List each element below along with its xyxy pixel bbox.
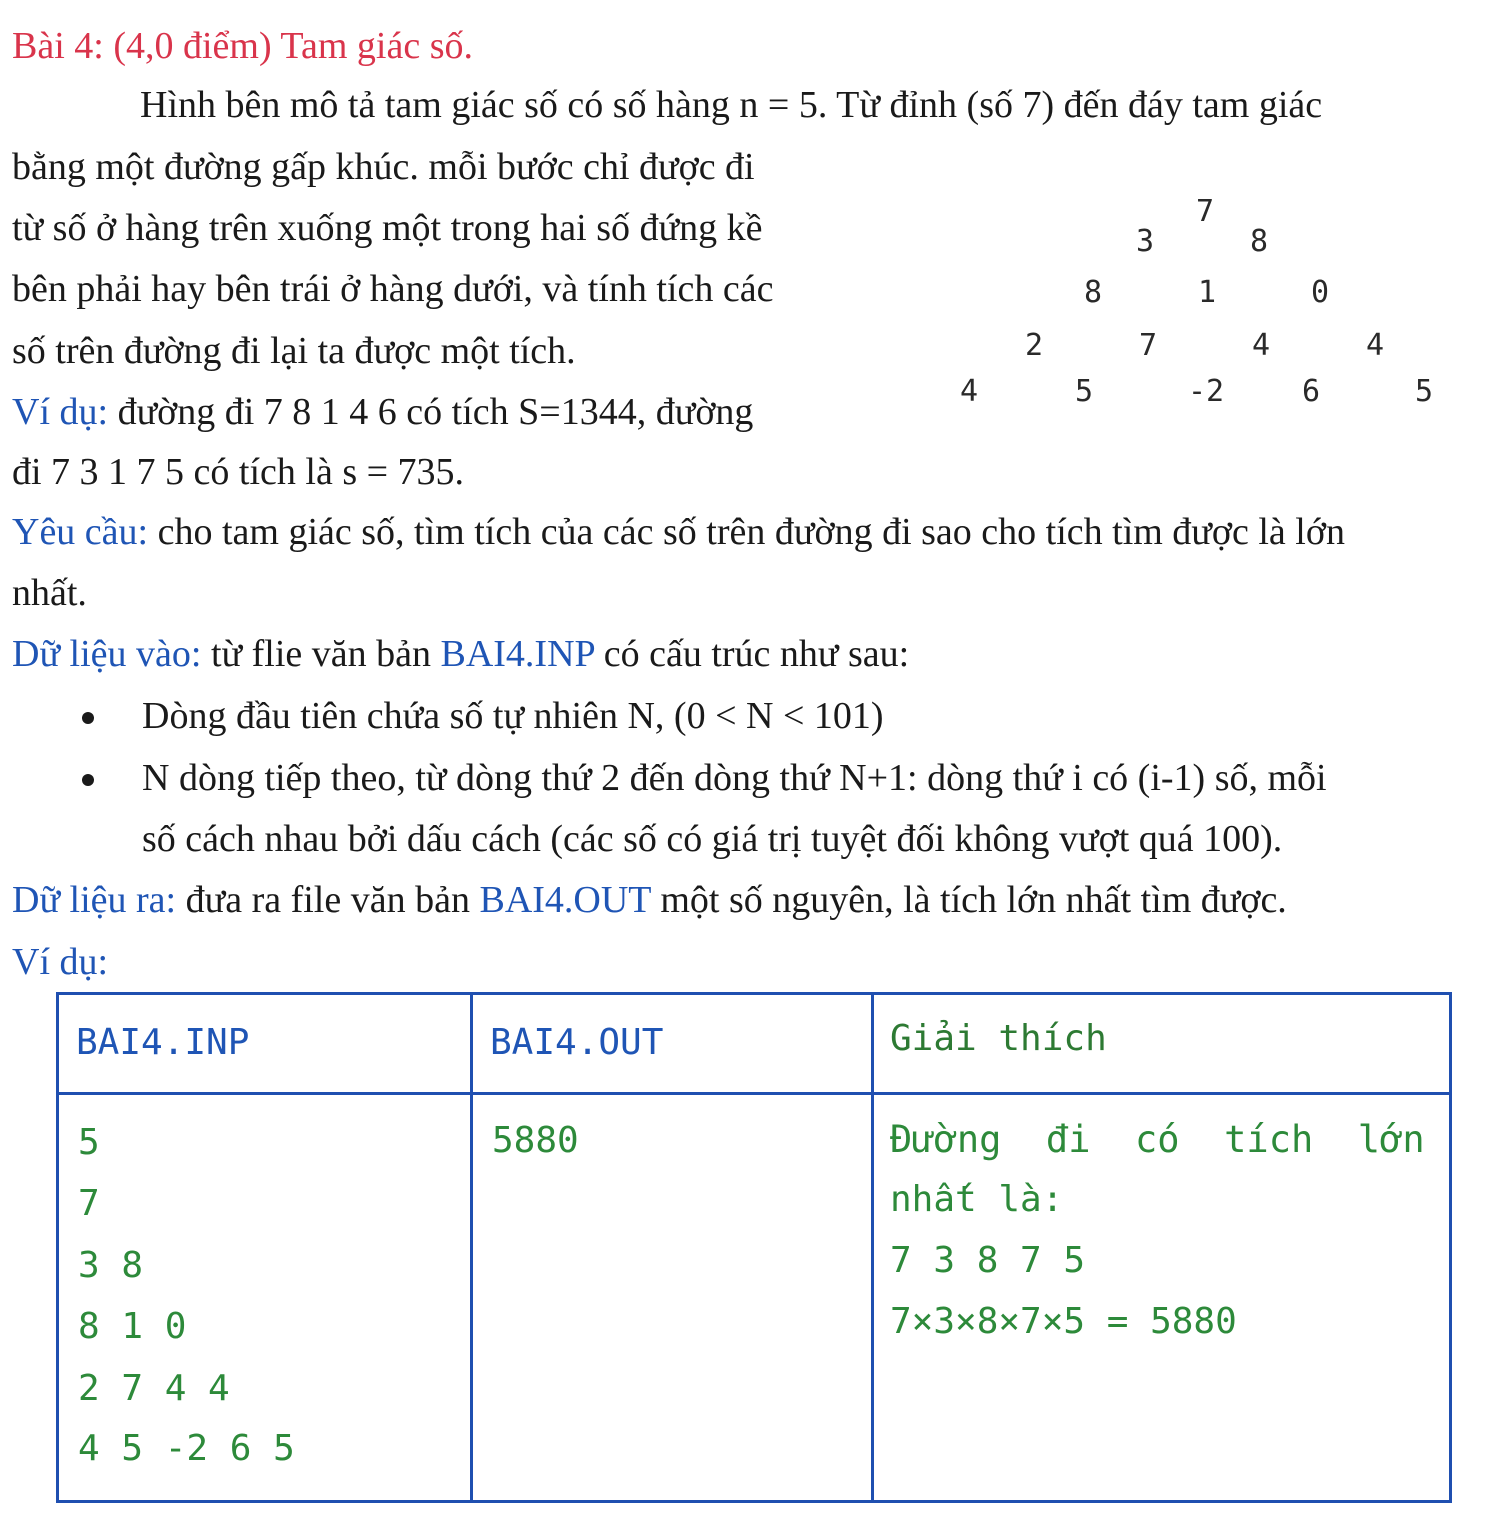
triangle-cell: 0 (1311, 275, 1330, 310)
inp-line: 7 (78, 1183, 100, 1224)
triangle-cell: 5 (1415, 374, 1434, 409)
explain-line: nhất là: (890, 1179, 1064, 1220)
input-bullet-2-line-2: số cách nhau bởi dấu cách (các số có giá trị tuyệt đối không vượt quá 100). (142, 818, 1283, 860)
intro-line-2: bằng một đường gấp khúc. mỗi bước chỉ được đi (12, 146, 755, 188)
bullet-dot (82, 712, 94, 724)
bullet-dot (82, 774, 94, 786)
table-column-divider (871, 992, 874, 1503)
triangle-cell: 8 (1250, 224, 1269, 259)
triangle-cell: 4 (1252, 328, 1271, 363)
intro-line-4: bên phải hay bên trái ở hàng dưới, và tính tích các (12, 268, 774, 310)
inp-line: 4 5 -2 6 5 (78, 1428, 295, 1469)
table-header-explain: Giải thích (890, 1018, 1107, 1059)
triangle-cell: 6 (1302, 374, 1321, 409)
requirement-line-1 (12, 510, 1345, 554)
explain-line: 7×3×8×7×5 = 5880 (890, 1301, 1237, 1342)
triangle-cell: 1 (1198, 275, 1217, 310)
explain-line: Đường đi có tích lớn (890, 1118, 1425, 1161)
triangle-cell: 5 (1075, 374, 1094, 409)
example-line-1 (12, 390, 753, 434)
requirement-label: Yêu cầu: (12, 511, 149, 553)
output-text-after: một số nguyên, là tích lớn nhất tìm được. (650, 879, 1287, 921)
output-label: Dữ liệu ra: (12, 879, 177, 921)
requirement-line-2: nhất. (12, 572, 87, 614)
triangle-cell: 2 (1025, 328, 1044, 363)
triangle-cell: -2 (1188, 374, 1225, 409)
table-header-divider (56, 1092, 1452, 1095)
input-label: Dữ liệu vào: (12, 633, 202, 675)
inp-line: 8 1 0 (78, 1306, 187, 1347)
triangle-cell: 7 (1139, 328, 1158, 363)
intro-line-5: số trên đường đi lại ta được một tích. (12, 330, 576, 372)
triangle-cell: 7 (1196, 194, 1215, 229)
input-text-after: có cấu trúc như sau: (594, 633, 910, 675)
output-filename: BAI4.OUT (479, 879, 651, 921)
inp-line: 2 7 4 4 (78, 1368, 230, 1409)
triangle-cell: 3 (1136, 224, 1155, 259)
inp-line: 5 (78, 1122, 100, 1163)
example-line-2: đi 7 3 1 7 5 có tích là s = 735. (12, 451, 465, 493)
output-description (12, 878, 1287, 922)
example-text-1: đường đi 7 8 1 4 6 có tích S=1344, đường (108, 391, 754, 433)
table-header-inp: BAI4.INP (76, 1022, 250, 1063)
triangle-cell: 8 (1084, 275, 1103, 310)
example-table-label: Ví dụ: (12, 941, 109, 983)
output-text-before: đưa ra file văn bản (176, 879, 480, 921)
input-description (12, 632, 909, 676)
input-text-before: từ flie văn bản (201, 633, 441, 675)
input-bullet-2-line-1: N dòng tiếp theo, từ dòng thứ 2 đến dòng thứ N+1: dòng thứ i có (i-1) số, mỗi (142, 757, 1327, 799)
triangle-cell: 4 (1366, 328, 1385, 363)
intro-line-1: Hình bên mô tả tam giác số có số hàng n = 5. Từ đỉnh (số 7) đến đáy tam giác (140, 84, 1323, 126)
out-value: 5880 (492, 1120, 579, 1161)
triangle-cell: 4 (960, 374, 979, 409)
input-filename: BAI4.INP (440, 633, 595, 675)
table-outer-border (56, 992, 1452, 1503)
table-column-divider (470, 992, 473, 1503)
input-bullet-1: Dòng đầu tiên chứa số tự nhiên N, (0 < N < 101) (142, 695, 884, 737)
requirement-text-1: cho tam giác số, tìm tích của các số trên đường đi sao cho tích tìm được là lớn (148, 511, 1345, 553)
intro-line-3: từ số ở hàng trên xuống một trong hai số đứng kề (12, 207, 763, 249)
inp-line: 3 8 (78, 1245, 144, 1286)
explain-line: 7 3 8 7 5 (890, 1240, 1086, 1281)
table-header-out: BAI4.OUT (490, 1022, 664, 1063)
example-label: Ví dụ: (12, 391, 109, 433)
problem-title: Bài 4: (4,0 điểm) Tam giác số. (12, 25, 473, 67)
